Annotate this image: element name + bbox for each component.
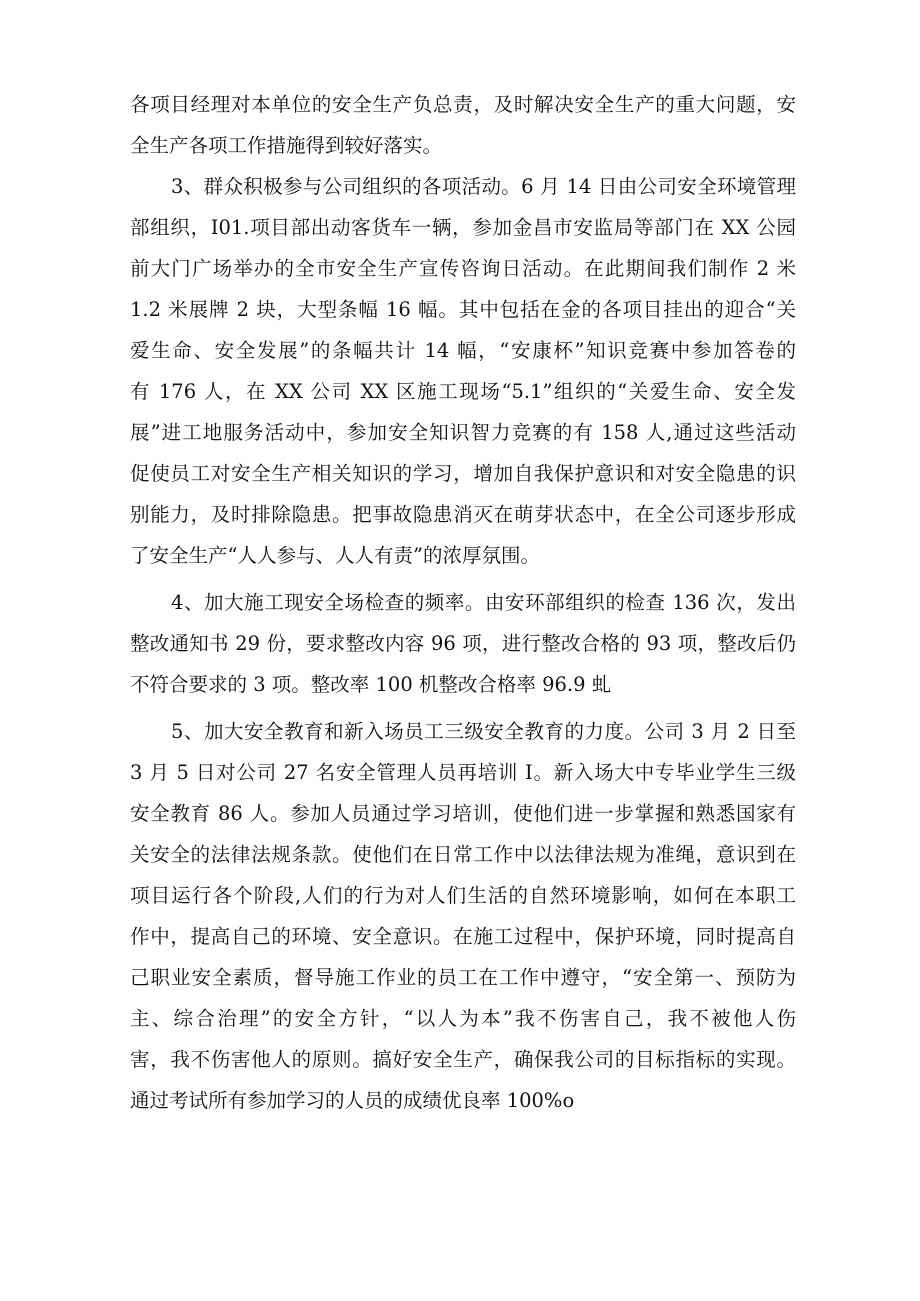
text-line: 了安全生产“人人参与、人人有责”的浓厚氛围。 — [130, 544, 540, 567]
text-line: 作中，提高自己的环境、安全意识。在施工过程中，保护环境，同时提高自 — [130, 925, 796, 948]
text-line: 通过考试所有参加学习的人员的成绩优良率 100%o — [130, 1089, 575, 1112]
paragraph-4 — [130, 711, 796, 1121]
paragraph-1 — [130, 84, 796, 166]
text-line: 有 176 人，在 XX 公司 XX 区施工现场“5.1”组织的“关爱生命、安全发 — [130, 380, 796, 403]
document-body — [130, 84, 796, 1121]
text-line: 3 月 5 日对公司 27 名安全管理人员再培训 I。新入场大中专毕业学生三级 — [130, 761, 796, 784]
text-line: 项目运行各个阶段,人们的行为对人们生活的自然环境影响，如何在本职工 — [130, 884, 796, 907]
text-line: 各项目经理对本单位的安全生产负总责，及时解决安全生产的重大问题，安 — [130, 93, 796, 116]
paragraph-3 — [130, 582, 796, 705]
text-line: 前大门广场举办的全市安全生产宣传咨询日活动。在此期间我们制作 2 米 — [130, 257, 796, 280]
text-line: 不符合要求的 3 项。整改率 100 机整改合格率 96.9 虬 — [130, 673, 612, 696]
text-line: 爱生命、安全发展”的条幅共计 14 幅，“安康杯”知识竞赛中参加答卷的 — [130, 339, 796, 362]
paragraph-2 — [130, 166, 796, 576]
text-line: 4、加大施工现安全场检查的频率。由安环部组织的检查 136 次，发出 — [171, 591, 796, 614]
text-line: 5、加大安全教育和新入场员工三级安全教育的力度。公司 3 月 2 日至 — [171, 720, 796, 743]
text-line: 安全教育 86 人。参加人员通过学习培训，使他们进一步掌握和熟悉国家有 — [130, 802, 796, 825]
text-line: 主、综合治理”的安全方针，“以人为本”我不伤害自己，我不被他人伤 — [130, 1007, 796, 1030]
text-line: 展”进工地服务活动中，参加安全知识智力竞赛的有 158 人,通过这些活动 — [130, 421, 796, 444]
text-line: 部组织，I01.项目部出动客货车一辆，参加金昌市安监局等部门在 XX 公园 — [130, 216, 796, 239]
text-line: 1.2 米展牌 2 块，大型条幅 16 幅。其中包括在金的各项目挂出的迎合“关 — [130, 298, 796, 321]
text-line: 促使员工对安全生产相关知识的学习，增加自我保护意识和对安全隐患的识 — [130, 462, 796, 485]
text-line: 己职业安全素质，督导施工作业的员工在工作中遵守，“安全第一、预防为 — [130, 966, 796, 989]
text-line: 害，我不伤害他人的原则。搞好安全生产，确保我公司的目标指标的实现。 — [130, 1048, 796, 1071]
text-line: 全生产各项工作措施得到较好落实。 — [130, 134, 443, 157]
text-line: 关安全的法律法规条款。使他们在日常工作中以法律法规为准绳，意识到在 — [130, 843, 796, 866]
text-line: 3、群众积极参与公司组织的各项活动。6 月 14 日由公司安全环境管理 — [171, 175, 796, 198]
text-line: 整改通知书 29 份，要求整改内容 96 项，进行整改合格的 93 项，整改后仍 — [130, 632, 796, 655]
text-line: 别能力，及时排除隐患。把事故隐患消灭在萌芽状态中，在全公司逐步形成 — [130, 503, 796, 526]
